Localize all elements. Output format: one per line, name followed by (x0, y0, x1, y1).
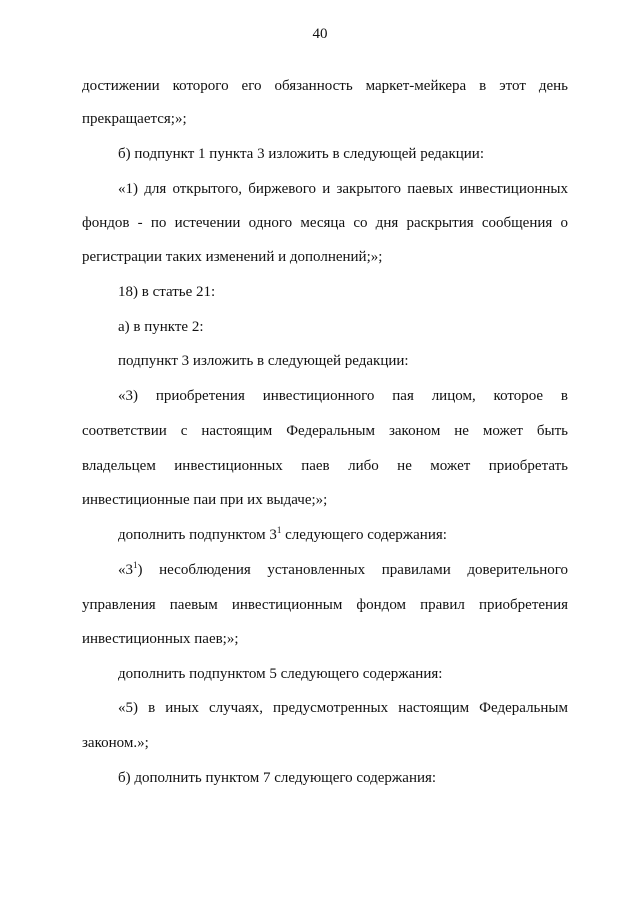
page-number: 40 (312, 26, 328, 42)
text-line: «3) приобретения инвестиционного пая лицом, которое в (118, 388, 568, 404)
text-line: подпункт 3 изложить в следующей редакции: (118, 353, 409, 369)
text-line: «5) в иных случаях, предусмотренных настоящим Федеральным (118, 700, 568, 716)
text-line: дополнить подпунктом $3^1$ следующего содержания: (118, 525, 447, 543)
text-line: «$3^1$) несоблюдения установленных правилами доверительного (118, 560, 568, 578)
text-line: «1) для открытого, биржевого и закрытого паевых инвестиционных (118, 181, 568, 197)
text-line: фондов - по истечении одного месяца со дня раскрытия сообщения о (82, 215, 568, 231)
text-line: дополнить подпунктом 5 следующего содержания: (118, 666, 443, 682)
text-line: управления паевым инвестиционным фондом правил приобретения (82, 597, 568, 613)
text-line: инвестиционные паи при их выдаче;»; (82, 492, 328, 508)
text-line: б) дополнить пунктом 7 следующего содержания: (118, 770, 437, 786)
text-line: а) в пункте 2: (118, 319, 204, 335)
text-line: прекращается;»; (82, 111, 187, 127)
text-line: достижении которого его обязанность маркет-мейкера в этот день (82, 78, 568, 94)
text-line: законом.»; (82, 735, 149, 751)
text-line: регистрации таких изменений и дополнений;»; (82, 249, 383, 265)
text-line: владельцем инвестиционных паев либо не может приобретать (82, 458, 568, 474)
text-line: соответствии с настоящим Федеральным законом не может быть (82, 423, 568, 439)
text-line: 18) в статье 21: (118, 284, 216, 300)
text-line: инвестиционных паев;»; (82, 631, 239, 647)
text-line: б) подпункт 1 пункта 3 изложить в следующей редакции: (118, 146, 484, 162)
